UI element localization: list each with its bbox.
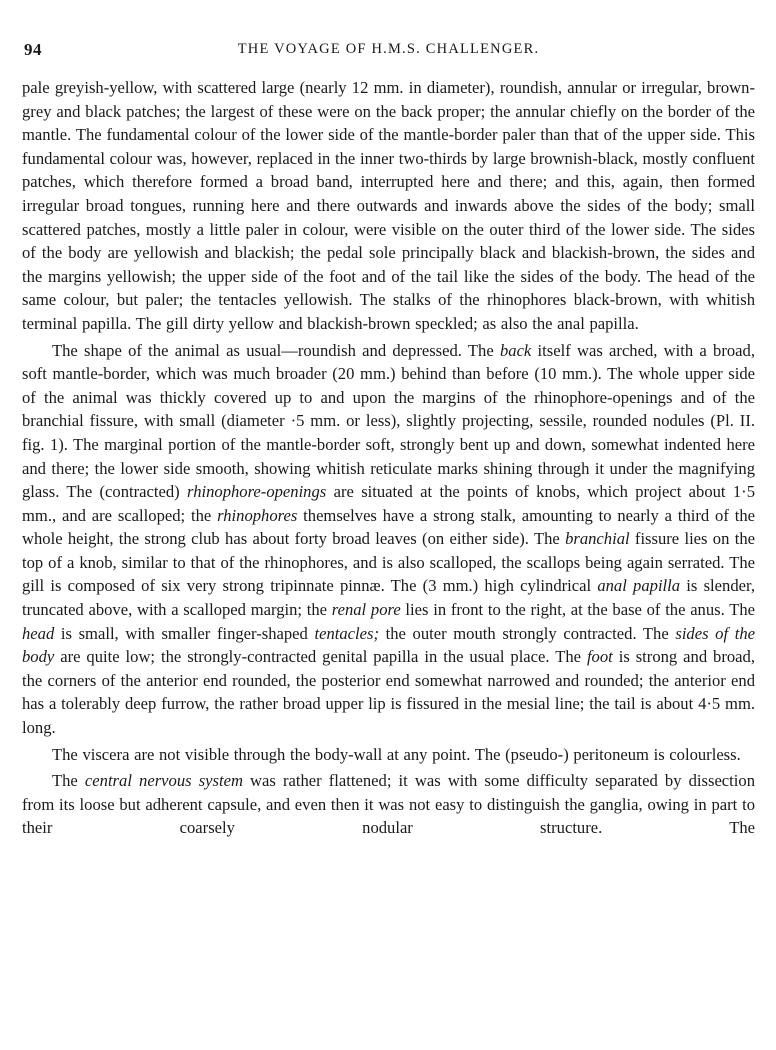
text-segment: itself was arched, with a broad, soft mantle-border, which was much broader (20 mm.) behind than before (10 mm.). The whole upper side of the animal was thickly covered up to and upon the margins of the rhinophore-openings and of the branchial fissure, with small (diameter ·5 mm. or less), slightly projecting, sessile, rounded nodules (Pl. II. fig. 1). The marginal portion of the mantle-border soft, strongly bent up and down, somewhat indented here and there; the lower side smooth, showing whitish reticulate marks shining through it under the magnifying glass. The (contracted) [22,340,755,502]
paragraph-colour-description [22,76,755,336]
italic-term-tentacles: tentacles; [314,623,379,643]
text-segment: The [52,771,85,791]
text-segment: the outer mouth strongly contracted. The [379,623,676,643]
paragraph-shape-description [22,339,755,740]
italic-term-sides-of-the-body: sides of the body [22,623,755,667]
text-segment: themselves have a strong stalk, amounting to nearly a third of the whole height, the strong club has about forty broad leaves (on either side). The [22,505,755,549]
text-segment: is small, with smaller finger-shaped [54,623,315,643]
paragraph-nervous-system [22,769,755,840]
text-segment: fissure lies on the top of a knob, similar to that of the rhinophores, and is also scalloped, the scallops being again serrated. The gill is composed of six very strong tripinnate pinnæ. The (3 mm.) high cylindrical [22,529,755,596]
text-segment: is strong and broad, the corners of the anterior end rounded, the posterior end somewhat narrowed and rounded; the anterior end has a tolerably deep furrow, the rather broad upper lip is fissured in the mesial line; the tail is about 4·5 mm. long. [22,647,755,738]
text-segment: are situated at the points of knobs, which project about 1·5 mm., and are scalloped; the [22,482,755,525]
italic-term-back: back [499,340,532,360]
text-segment: lies in front to the right, at the base of the anus. The [400,600,755,620]
italic-term-anal-papilla: anal papilla [597,576,681,596]
italic-term-central-nervous-system: central nervous system [84,771,243,791]
italic-term-foot: foot [586,647,613,667]
running-title: THE VOYAGE OF H.M.S. CHALLENGER. [237,41,540,57]
text-segment: The viscera are not visible through the body-wall at any point. The (pseudo-) peritoneum is colourless. [52,744,741,764]
page-number: 94 [24,40,42,59]
text-segment: is slender, truncated above, with a scalloped margin; the [22,576,755,620]
italic-term-renal-pore: renal pore [331,600,401,620]
italic-term-rhinophores: rhinophores [217,505,298,525]
text-segment: pale greyish-yellow, with scattered large (nearly 12 mm. in diameter), roundish, annular or irregular, brown-grey and black patches; the largest of these were on the back proper; the annular chiefly on the border of the mantle. The fundamental colour of the lower side of the mantle-border paler than that of the upper side. This fundamental colour was, however, replaced in the inner two-thirds by large brownish-black, mostly confluent patches, which therefore formed a broad band, interrupted here and there; and this, again, then formed irregular broad tongues, running here and there outwards and inwards above the sides of the body; small scattered patches, mostly a little paler in colour, were visible on the outer third of the lower side. The sides of the body are yellowish and blackish; the pedal sole principally black and blackish-brown, the sides and the margins yellowish; the upper side of the foot and of the tail like the sides of the body. The head of the same colour, but paler; the tentacles yellowish. The stalks of the rhinophores black-brown, with whitish terminal papilla. The gill dirty yellow and blackish-brown speckled; as also the anal papilla. [22,78,755,333]
italic-term-head: head [22,623,55,643]
body-text [22,76,755,840]
text-segment: The shape of the animal as usual—roundish and depressed. The [52,340,500,360]
text-segment: was rather flattened; it was with some difficulty separated by dissection from its loose but adherent capsule, and even then it was not easy to distinguish the ganglia, owing in part to their coarsely nodular structure. The [22,771,755,838]
running-header [22,40,755,64]
paragraph-viscera [22,743,755,767]
document-page [22,40,755,840]
text-segment: are quite low; the strongly-contracted genital papilla in the usual place. The [54,647,587,667]
italic-term-rhinophore-openings: rhinophore-openings [187,482,327,502]
italic-term-branchial: branchial [565,529,630,549]
